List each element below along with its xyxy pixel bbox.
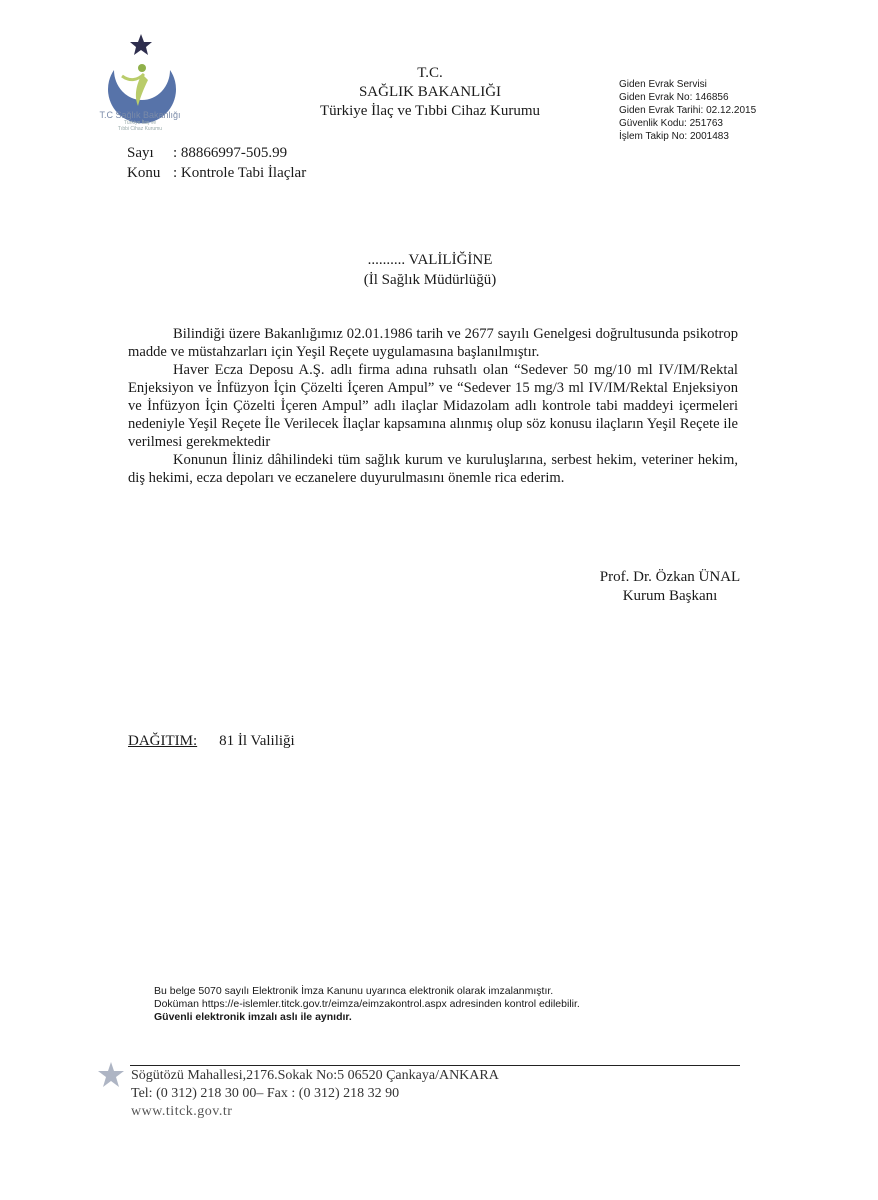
esign-line-2: Doküman https://e-islemler.titck.gov.tr/eimza/eimzakontrol.aspx adresinden kontrol edilebilir. [154,998,580,1010]
evrak-line-5: İşlem Takip No: 2001483 [619,131,729,142]
konu-row [127,163,306,183]
signatory-name: Prof. Dr. Özkan ÜNAL [599,569,741,585]
distribution-label: DAĞITIM: [128,733,198,749]
konu-label: Konu [127,165,161,181]
distribution-value: 81 İl Valiliği [219,733,295,749]
evrak-line-4: Güvenlik Kodu: 251763 [619,118,723,129]
letterhead-line-2: SAĞLIK BAKANLIĞI [358,84,502,100]
footer-contact [131,1067,499,1121]
body-paragraph-2: Haver Ecza Deposu A.Ş. adlı firma adına ruhsatlı olan “Sedever 50 mg/10 ml IV/IM/Rektal Enjeksiyon ve İnfüzyon İçin Çözelti İçeren Ampul” ve “Sedever 15 mg/3 ml IV/IM/Rektal Enjeksiyon ve İnfüzyon İçin Çözelti İçeren Ampul” adlı ilaçlar Midazolam adlı kontrole tabi maddeyi içermeleri nedeniyle Yeşil Reçete İle Verilecek İlaçlar kapsamına alınmış olup söz konusu ilaçların Yeşil Reçete ile verilmesi gerekmektedir [128,362,738,450]
logo-sub-2: Tıbbi Cihaz Kurumu [117,126,163,132]
e-signature-notice [154,985,580,1024]
letter-body [128,325,738,487]
logo-name: T.C Sağlık Bakanlığı [99,110,181,120]
footer-divider [130,1065,740,1066]
signatory-title: Kurum Başkanı [622,588,718,604]
sayi-label: Sayı [127,145,154,161]
esign-line-1: Bu belge 5070 sayılı Elektronik İmza Kanunu uyarınca elektronik olarak imzalanmıştır. [154,985,554,997]
body-paragraph-1: Bilindiği üzere Bakanlığımız 02.01.1986 tarih ve 2677 sayılı Genelgesi doğrultusunda psikotrop madde ve müstahzarları için Yeşil Reçete uygulamasına başlanılmıştır. [128,326,738,360]
evrak-line-1: Giden Evrak Servisi [619,79,707,90]
body-paragraph-3: Konunun İliniz dâhilindeki tüm sağlık kurum ve kuruluşlarına, serbest hekim, veteriner hekim, diş hekimi, ecza depoları ve eczanelere duyurulmasını önemle rica ederim. [128,452,738,486]
outgoing-document-info [619,78,756,143]
evrak-line-2: Giden Evrak No: 146856 [619,92,729,103]
addressee [290,250,570,290]
footer-star-icon [96,1060,126,1090]
addressee-line-1: .......... VALİLİĞİNE [367,252,493,268]
signature-block [560,568,780,606]
letterhead-line-1: T.C. [417,65,443,81]
sayi-value: : 88866997-505.99 [173,145,288,161]
letterhead [290,64,570,121]
footer-website: www.titck.gov.tr [131,1104,233,1119]
footer-address: Sögütözü Mahallesi,2176.Sokak No:5 06520 Çankaya/ANKARA [131,1068,499,1083]
footer-phone: Tel: (0 312) 218 30 00– Fax : (0 312) 218 32 90 [131,1086,400,1101]
evrak-line-3: Giden Evrak Tarihi: 02.12.2015 [619,105,757,116]
konu-value: : Kontrole Tabi İlaçlar [173,165,307,181]
addressee-line-2: (İl Sağlık Müdürlüğü) [363,272,497,288]
esign-line-3: Güvenli elektronik imzalı aslı ile aynıdır. [154,1011,352,1023]
document-meta [127,143,306,183]
distribution [128,733,295,750]
sayi-row [127,143,306,163]
logo-sub-1: Türkiye İlaç ve [123,120,157,126]
logo-caption [82,110,198,132]
letterhead-line-3: Türkiye İlaç ve Tıbbi Cihaz Kurumu [319,103,541,119]
